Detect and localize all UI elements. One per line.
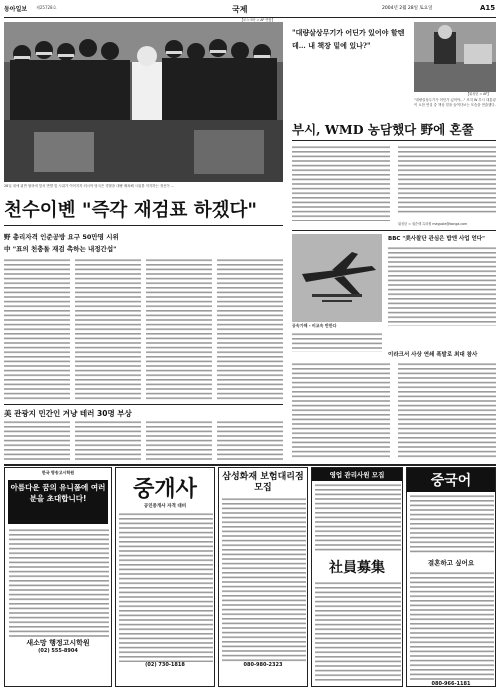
ad2-phone: (02) 730-1818 <box>145 662 185 668</box>
jet-image <box>292 234 382 322</box>
issue-date: 2004년 2월 28일 토요일 <box>382 6 433 11</box>
main-article-body <box>4 258 283 400</box>
mid-extra-lines <box>292 332 496 352</box>
headline-rule <box>4 225 283 226</box>
jet-photo <box>292 234 382 322</box>
ad1-body-lines <box>5 528 112 638</box>
ad5-title: 중국어 <box>407 468 495 492</box>
bush-quote: "대량살상무기가 어딘가 있어야 할텐데… 내 책장 밑에 있나?" <box>292 28 405 50</box>
bbc-headline: BBC "美사찰단 관심은 밥엔 사업 얻다" <box>388 236 485 242</box>
page-number: A15 <box>480 4 496 12</box>
ad2-body-lines <box>116 512 215 662</box>
main-subhead: 中 "표의 천충돌 재검 촉하는 내정간섭" <box>4 245 117 253</box>
ad-chinese[interactable] <box>406 467 496 687</box>
iraq-headline: 이라크서 사상 연쇄 폭발로 최대 참사 <box>388 352 478 358</box>
mid-story-rule <box>292 230 496 231</box>
bottom-headline: 美 관광지 민간인 겨냥 테러 30명 부상 <box>4 409 132 418</box>
body-text-lines <box>4 258 283 400</box>
ad1-top: 한국 방송고시학원 <box>41 470 75 475</box>
ad1-title: 아름다운 꿈의 유니폼에 여러분을 초대합니다! <box>8 480 108 524</box>
ad2-sub: 공인중개사 자격 대비 <box>143 504 187 509</box>
bush-photo-caption: "대량살상무기가 어딘가 있어야…" 조지 W 부시 대통령이 오찬 연설 중 책상 밑을 들여다보는 모습을 연출했다. <box>414 98 496 107</box>
bottom-story-rule <box>4 404 283 405</box>
ad4-title: 영업 관리사원 모집 <box>312 468 402 481</box>
bush-headline: 부시, WMD 농담했다 野에 혼쭐 <box>292 122 474 137</box>
jet-caption: 공속가해 - 비교속 반한다 <box>292 323 337 328</box>
ad4-body-lines <box>312 483 403 553</box>
masthead <box>4 4 496 16</box>
bush-photo <box>414 22 496 92</box>
riot-police-image <box>4 22 283 182</box>
ad5-phone: 080-966-1181 <box>431 681 471 687</box>
main-photo-caption: 28일 내에 위반 혐의에 맞서 반발 및 시위가 이어지자 러시아 당국은 경찰을 대량 배치해 시위를 저지하는 정신이 ... <box>4 184 174 188</box>
ad-sales-recruit[interactable] <box>311 467 403 687</box>
ad5-sub: 결혼하고 싶어요 <box>427 559 475 567</box>
ad4-sub: 社員募集 <box>329 560 385 576</box>
office-image <box>414 22 496 92</box>
bush-photo-credit: 【워싱턴 = AP】 <box>466 92 491 96</box>
mid-extra-body <box>292 332 496 352</box>
ad5-body-lines-2 <box>407 571 496 681</box>
bush-byline: 워싱턴 = 권순택 특파원 maypole@donga.com <box>398 222 468 226</box>
bush-text-lines <box>292 145 496 221</box>
main-photo <box>4 22 283 182</box>
iraq-article-body <box>292 362 496 460</box>
bbc-text-lines <box>388 246 496 326</box>
ad2-title: 중개사 <box>133 476 197 502</box>
ad1-footer: 새소망 행정고시학원 <box>26 639 90 647</box>
section-title: 국제 <box>232 4 248 14</box>
main-photo-credit: 【모스크바 = AP 연합】 <box>240 18 275 22</box>
iraq-text-lines <box>292 362 496 460</box>
paper-name: 동아일보 <box>4 6 28 13</box>
ad1-phone: (02) 555-8904 <box>38 648 78 654</box>
ad4-body-lines-2 <box>312 581 403 681</box>
main-kicker: 野 총리자격 인준공방 요구 50만명 시위 <box>4 233 119 241</box>
ad-samsung-insurance[interactable] <box>218 467 308 687</box>
ad-realtor[interactable] <box>115 467 215 687</box>
bush-headline-rule <box>292 140 496 141</box>
bush-article-body <box>292 145 496 221</box>
ad-gosi-academy[interactable] <box>4 467 112 687</box>
bottom-article-body <box>4 420 283 462</box>
ad5-body-lines <box>407 494 496 554</box>
main-headline: 천수이볜 "즉각 재검표 하겠다" <box>4 200 258 221</box>
bbc-article-body <box>388 246 496 326</box>
ad3-phone: 080-980-2323 <box>243 662 283 668</box>
ad3-body-lines <box>219 497 308 662</box>
ad3-title: 삼성화재 보험대리점 모집 <box>222 472 304 493</box>
ads-rule <box>4 464 496 466</box>
issue-number: 제25728호 <box>36 5 57 10</box>
bottom-text-lines <box>4 420 283 462</box>
